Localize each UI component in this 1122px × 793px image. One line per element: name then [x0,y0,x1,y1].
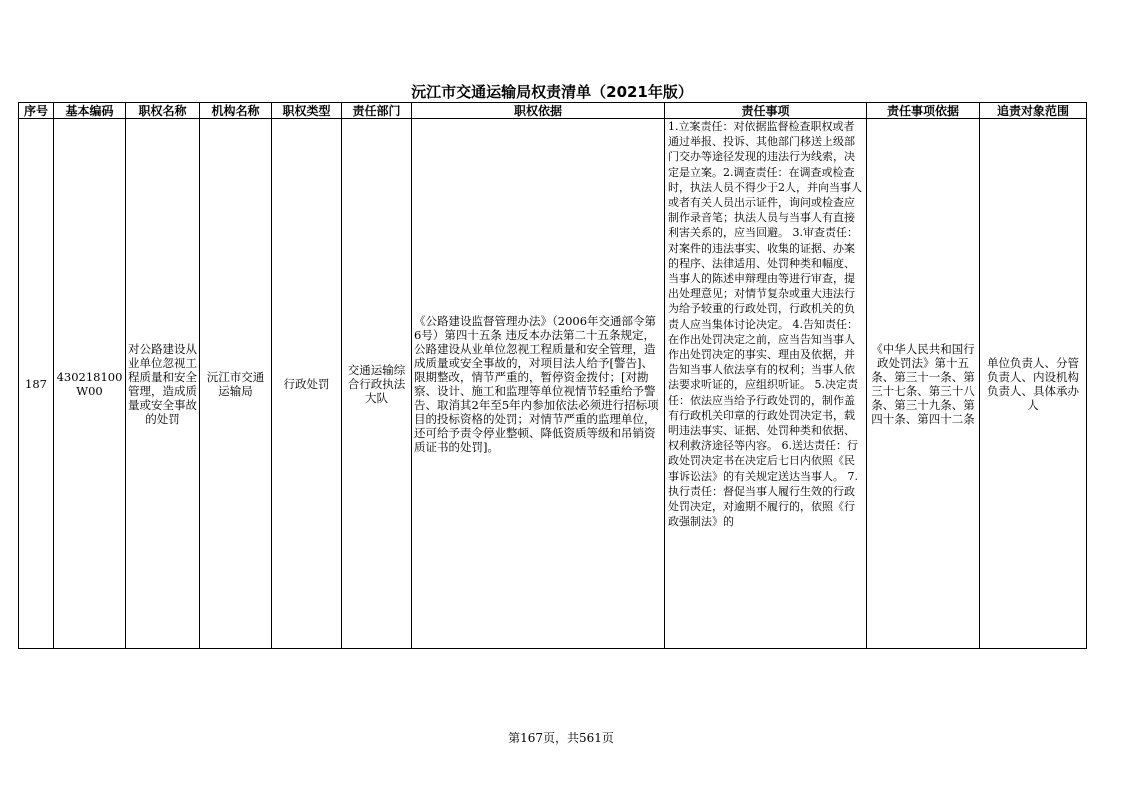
table-row [19,119,1087,649]
cell-duties: 1.立案责任：对依据监督检查职权或者通过举报、投诉、其他部门移送上级部门交办等途径发现的违法行为线索，决定是立案。2.调查责任：在调查或检查时，执法人员不得少于2人，并向当事人或者有关人员出示证件，询问或检查应制作录音笔；执法人员与当事人有直接利害关系的，应当回避。 3.审查责任：对案件的违法事实、收集的证据、办案的程序、法律适用、处罚种类和幅度、当事人的陈述申辩理由等进行审查，提出处理意见；对情节复杂或重大违法行为给予较重的行政处罚，行政机关的负责人应当集体讨论决定。 4.告知责任：在作出处罚决定之前，应当告知当事人作出处罚决定的事实、理由及依据，并告知当事人依法享有的权利；当事人依法要求听证的，应组织听证。 5.决定责任：依法应当给予行政处罚的，制作盖有行政机关印章的行政处罚决定书，载明违法事实、证据、处罚种类和依据、权利救济途径等内容。 6.送达责任：行政处罚决定书在决定后七日内依照《民事诉讼法》的有关规定送达当事人。 7.执行责任：督促当事人履行生效的行政处罚决定，对逾期不履行的，依照《行政强制法》的 [665,119,867,649]
header-org-name: 机构名称 [200,103,272,119]
header-duties: 责任事项 [665,103,867,119]
cell-org-name: 沅江市交通运输局 [200,119,272,649]
page-number: 第167页，共561页 [508,731,614,745]
header-power-type: 职权类型 [272,103,342,119]
header-accountability: 追责对象范围 [980,103,1087,119]
cell-basis: 《公路建设监督管理办法》（2006年交通部令第6号）第四十五条 违反本办法第二十五条规定，公路建设从业单位忽视工程质量和安全管理，造成质量或安全事故的，对项目法人给予[警告]、限期整改，情节严重的，暂停资金拨付；[对勘察、设计、施工和监理等单位视情节轻重给予警告、取消其2年至5年内参加依法必须进行招标项目的投标资格的处罚；对情节严重的监理单位，还可给予责令停业整顿、降低资质等级和吊销资质证书的处罚]。 [412,119,665,649]
cell-code: 430218100W00 [54,119,126,649]
cell-dept: 交通运输综合行政执法大队 [342,119,412,649]
header-code: 基本编码 [54,103,126,119]
power-responsibility-table [18,102,1087,649]
cell-duty-basis: 《中华人民共和国行政处罚法》第十五条、第三十一条、第三十七条、第三十八条、第三十九条、第四十条、第四十二条 [867,119,980,649]
page-title: 沅江市交通运输局权责清单（2021年版） [411,83,693,101]
cell-accountability: 单位负责人、分管负责人、内设机构负责人、具体承办人 [980,119,1087,649]
header-seq: 序号 [19,103,54,119]
cell-power-name: 对公路建设从业单位忽视工程质量和安全管理，造成质量或安全事故的处罚 [126,119,200,649]
cell-seq: 187 [19,119,54,649]
header-power-name: 职权名称 [126,103,200,119]
header-duty-basis: 责任事项依据 [867,103,980,119]
cell-power-type: 行政处罚 [272,119,342,649]
header-basis: 职权依据 [412,103,665,119]
header-dept: 责任部门 [342,103,412,119]
table-header-row [19,103,1087,119]
